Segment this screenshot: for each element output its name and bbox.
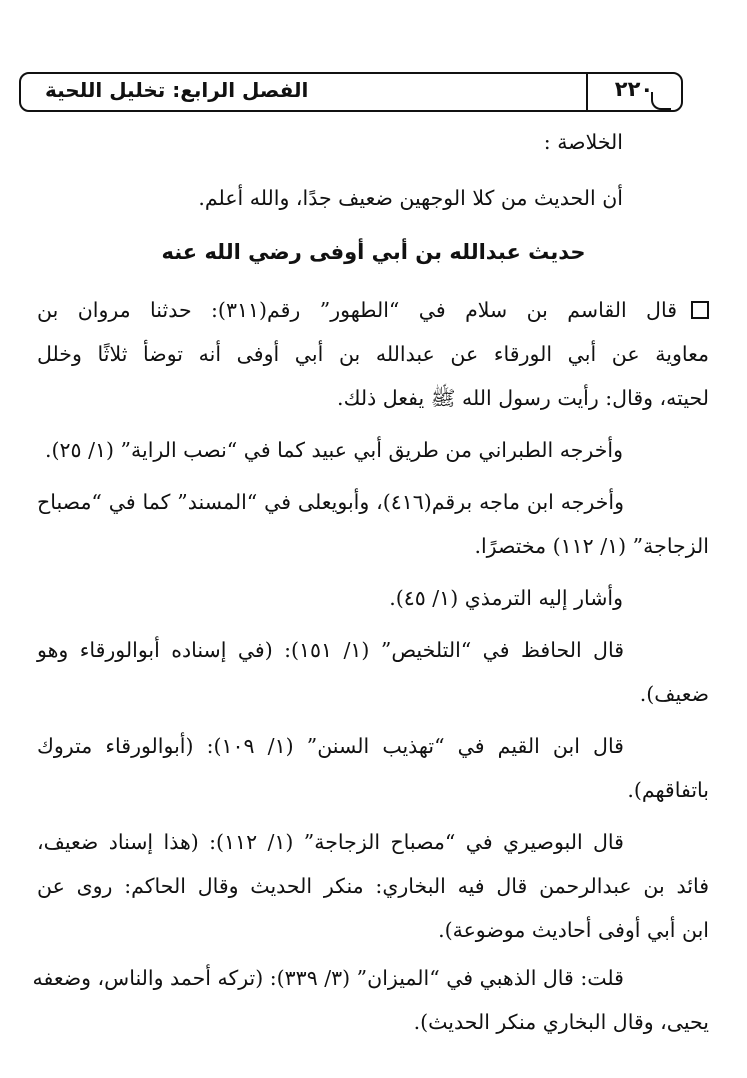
paragraph-line: وأخرجه ابن ماجه برقم(٤١٦)، وأبويعلى في “المسند” كما في “مصباح (37, 490, 624, 514)
chapter-header (19, 72, 683, 112)
section-heading: حديث عبدالله بن أبي أوفى رضي الله عنه (161, 240, 586, 264)
paragraph-line: فائد بن عبدالرحمن قال فيه البخاري: منكر الحديث وقال الحاكم: روى عن (37, 874, 709, 898)
paragraph-line: قال الحافظ في “التلخيص” (١/ ١٥١): (في إسناده أبوالورقاء وهو (37, 638, 624, 662)
paragraph-line: قال ابن القيم في “تهذيب السنن” (١/ ١٠٩): (أبوالورقاء متروك (37, 734, 624, 758)
header-divider (586, 74, 588, 110)
paragraph-line: الزجاجة” (١/ ١١٢) مختصرًا. (474, 534, 709, 558)
paragraph-line: قلت: قال الذهبي في “الميزان” (٣/ ٣٣٩): (تركه أحمد والناس، وضعفه (32, 966, 624, 990)
paragraph-line: لحيته، وقال: رأيت رسول الله ﷺ يفعل ذلك. (337, 386, 709, 410)
paragraph-line: قال القاسم بن سلام في “الطهور” رقم(٣١١): حدثنا مروان بن (37, 298, 709, 323)
paragraph-line: قال البوصيري في “مصباح الزجاجة” (١/ ١١٢): (هذا إسناد ضعيف، (37, 830, 624, 854)
chapter-title: الفصل الرابع: تخليل اللحية (45, 78, 309, 102)
page-number: ٢٢٠ (614, 77, 654, 101)
paragraph-line: يحيى، وقال البخاري منكر الحديث). (413, 1010, 709, 1034)
summary-label: الخلاصة : (543, 130, 623, 154)
paragraph-line: وأخرجه الطبراني من طريق أبي عبيد كما في “نصب الراية” (١/ ٢٥). (45, 438, 623, 462)
summary-text: أن الحديث من كلا الوجهين ضعيف جدًا، والله أعلم. (198, 186, 623, 210)
paragraph-line: باتفاقهم). (627, 778, 709, 802)
paragraph-line: معاوية عن أبي الورقاء عن عبدالله بن أبي أوفى أنه توضأ ثلاثًا وخلل (37, 342, 709, 366)
paragraph-line: ضعيف). (639, 682, 709, 706)
bullet-square-icon (691, 301, 709, 319)
paragraph-line: وأشار إليه الترمذي (١/ ٤٥). (389, 586, 623, 610)
paragraph-line: ابن أبي أوفى أحاديث موضوعة). (438, 918, 709, 942)
